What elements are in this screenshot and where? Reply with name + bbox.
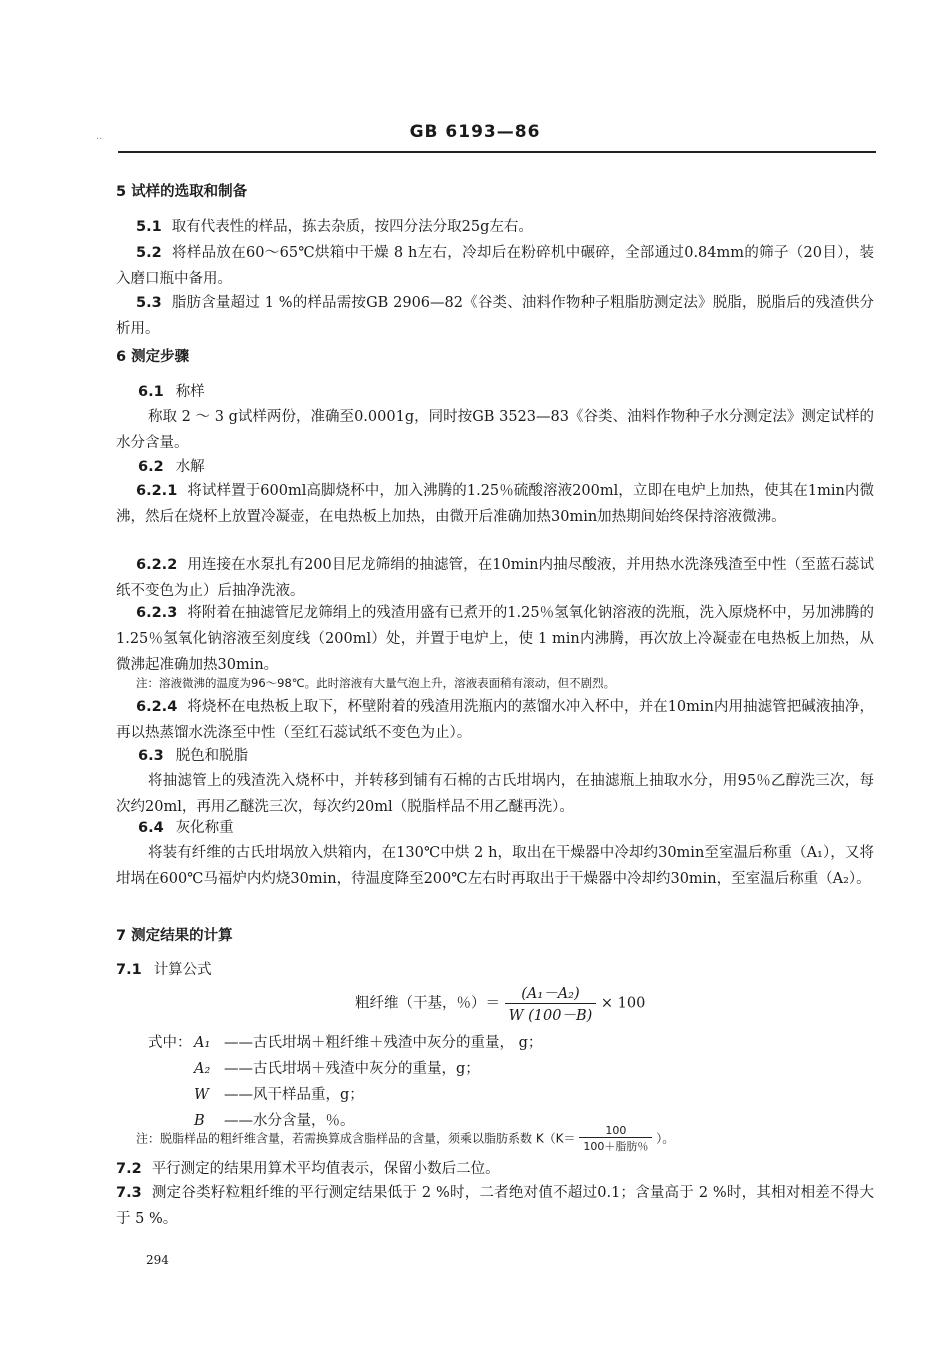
clause-number: 6.2.3 [136,605,178,621]
subsection-label: 计算公式 [153,962,212,978]
paragraph-5-1 [116,214,874,240]
where-label: 式中： [148,1035,192,1051]
paragraph-6-4: 将装有纤维的古氏坩埚放入烘箱内，在130℃中烘 2 h，取出在干燥器中冷却约30min至室温后称重（A₁），又将坩埚在600℃马福炉内灼烧30min，待温度降至200℃左右时再取出于干燥器中冷却约30min，至室温后称重（A₂）。 [116,845,874,887]
subsection-6-4 [138,816,234,837]
formula-lhs: 粗纤维（干基，％）＝ [355,995,500,1012]
definition-symbol: A₂ [194,1061,211,1077]
paragraph-7-3 [116,1180,874,1232]
clause-number: 6.4 [138,820,164,836]
clause-number: 5.2 [136,245,162,261]
note-tail: ）。 [656,1131,675,1146]
standard-code-header: GB 6193—86 [409,122,541,142]
section-7-title: 7 测定结果的计算 [116,928,233,944]
subsection-label: 灰化称重 [175,820,234,836]
definition-symbol: A₁ [194,1035,211,1051]
paragraph-5-3 [116,290,874,342]
formula-factor: × 100 [600,995,646,1012]
subsection-7-1 [116,958,212,979]
clause-number: 7.2 [116,1161,142,1177]
paragraph-6-2-2 [116,552,874,604]
paragraph-6-2-3 [116,600,874,678]
fat-coefficient-numerator: 100 [579,1124,652,1138]
clause-number: 6.2.1 [136,483,178,499]
clause-text: 将样品放在60～65℃烘箱中干燥 8 h左右，冷却后在粉碎机中碾碎，全部通过0.84mm的筛子（20目），装入磨口瓶中备用。 [116,245,874,287]
clause-text: 将试样置于600ml高脚烧杯中，加入沸腾的1.25％硫酸溶液200ml，立即在电炉上加热，使其在1min内微沸，然后在烧杯上放置冷凝壶，在电热板上加热，由微开后准确加热30min加热期间始终保持溶液微沸。 [116,483,874,525]
formula-numerator: (A₁－A₂) [505,982,597,1004]
definition-text: ——风干样品重，g； [224,1087,364,1103]
subsection-label: 脱色和脱脂 [175,748,249,764]
formula-fraction [505,982,597,1025]
clause-number: 6.2 [138,459,164,475]
subsection-6-3 [138,744,248,765]
clause-text: 将烧杯在电热板上取下，杯壁附着的残渣用洗瓶内的蒸馏水冲入杯中，并在10min内用抽滤管把碱液抽净，再以热蒸馏水洗涤至中性（至红石蕊试纸不变色为止）。 [116,699,874,741]
clause-text: 测定谷类籽粒粗纤维的平行测定结果低于 2 %时，二者绝对值不超过0.1；含量高于 2 %时，其相对相差不得大于 5 %。 [116,1185,874,1227]
note-text: 注：脱脂样品的粗纤维含量，若需换算成含脂样品的含量，须乘以脂肪系数 K（K＝ [136,1131,576,1146]
fat-coefficient-denominator: 100＋脂肪％ [583,1140,649,1153]
definition-symbol: W [194,1087,209,1103]
clause-text: 取有代表性的样品，拣去杂质，按四分法分取25g左右。 [171,219,533,235]
section-5-title: 5 试样的选取和制备 [116,184,248,200]
subsection-6-2 [138,455,205,476]
definition-row [148,1030,542,1056]
clause-text: 脂肪含量超过 1 %的样品需按GB 2906—82《谷类、油料作物种子粗脂肪测定法》脱脂，脱脂后的残渣供分析用。 [116,295,874,337]
subsection-label: 水解 [175,459,205,475]
fat-coefficient-fraction [579,1124,652,1154]
clause-number: 7.3 [116,1185,142,1201]
paragraph-7-2 [116,1156,874,1182]
clause-number: 5.3 [136,295,162,311]
definition-row [148,1056,542,1082]
section-6-title: 6 测定步骤 [116,349,190,365]
header-rule [118,151,876,153]
subsection-6-1 [138,380,205,401]
paragraph-6-3: 将抽滤管上的残渣洗入烧杯中，并转移到铺有石棉的古氏坩埚内，在抽滤瓶上抽取水分，用95％乙醇洗三次，每次约20ml，再用乙醚洗三次，每次约20ml（脱脂样品不用乙醚再洗）。 [116,773,874,815]
note-fat-coefficient [136,1124,876,1154]
page-number: 294 [146,1253,169,1267]
clause-number: 5.1 [136,219,162,235]
paragraph-5-2 [116,240,874,292]
clause-number: 6.2.2 [136,557,178,573]
definition-text: ——古氏坩埚＋残渣中灰分的重量，g； [224,1061,480,1077]
clause-text: 平行测定的结果用算术平均值表示，保留小数后二位。 [151,1161,500,1177]
formula-definitions [148,1030,542,1134]
clause-text: 用连接在水泵扎有200目尼龙筛绢的抽滤管，在10min内抽尽酸液，并用热水洗涤残渣至中性（至蓝石蕊试纸不变色为止）后抽净洗液。 [116,557,874,599]
paragraph-6-1: 称取 2 ～ 3 g试样两份，准确至0.0001g，同时按GB 3523—83《谷类、油料作物种子水分测定法》测定试样的水分含量。 [116,409,874,451]
definition-text: ——古氏坩埚＋粗纤维＋残渣中灰分的重量， g； [224,1035,543,1051]
definition-row [148,1082,542,1108]
clause-number: 7.1 [116,962,142,978]
clause-number: 6.3 [138,748,164,764]
scan-mark: ·‧ [96,134,103,145]
formula-denominator: W (100－B) [508,1008,593,1024]
definition-text: ——水分含量，％。 [224,1113,355,1129]
definition-symbol: B [194,1113,205,1129]
subsection-label: 称样 [175,384,205,400]
paragraph-6-2-4 [116,694,874,746]
clause-number: 6.2.4 [136,699,178,715]
crude-fiber-formula [355,982,645,1025]
paragraph-6-2-1 [116,478,874,530]
clause-number: 6.1 [138,384,164,400]
note-boiling-temperature: 注：溶液微沸的温度为96～98℃。此时溶液有大量气泡上升，溶液表面稍有滚动，但不剧烈。 [136,676,616,690]
clause-text: 将附着在抽滤管尼龙筛绢上的残渣用盛有已煮开的1.25％氢氧化钠溶液的洗瓶，洗入原烧杯中，另加沸腾的1.25％氢氧化钠溶液至刻度线（200ml）处，并置于电炉上，使 1 min内沸腾，再次放上冷凝壶在电热板上加热，从微沸起准确加热30min。 [116,605,874,673]
